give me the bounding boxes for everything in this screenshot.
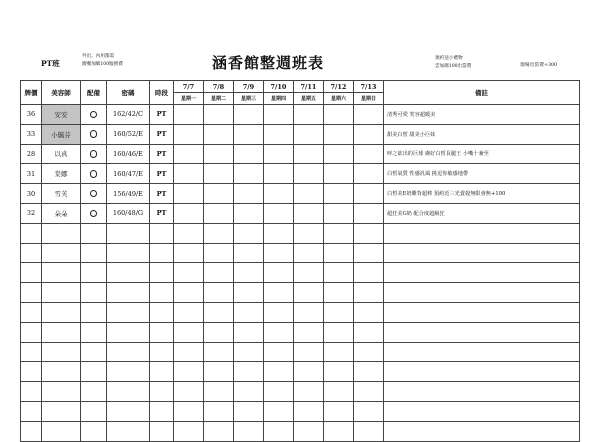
cell-remark <box>384 421 580 441</box>
cell-time-slot <box>150 401 174 421</box>
cell-day[interactable] <box>354 342 384 362</box>
table-row <box>21 184 580 204</box>
cell-day[interactable] <box>174 421 204 441</box>
cell-number <box>21 382 42 402</box>
cell-beautician <box>42 263 81 283</box>
cell-equipment <box>81 342 107 362</box>
cell-equipment <box>81 164 107 184</box>
cell-day[interactable] <box>294 164 324 184</box>
cell-day[interactable] <box>294 342 324 362</box>
cell-day[interactable] <box>204 421 234 441</box>
cell-day[interactable] <box>324 203 354 223</box>
cell-beautician <box>42 283 81 303</box>
cell-day[interactable] <box>174 283 204 303</box>
cell-number <box>21 421 42 441</box>
cell-equipment <box>81 144 107 164</box>
equipment-circle-icon <box>90 210 98 218</box>
cell-time-slot <box>150 263 174 283</box>
cell-day[interactable] <box>174 401 204 421</box>
cell-day[interactable] <box>324 184 354 204</box>
cell-code <box>107 223 150 243</box>
cell-day[interactable] <box>204 124 234 144</box>
cell-day[interactable] <box>264 223 294 243</box>
cell-day[interactable] <box>264 184 294 204</box>
cell-code <box>107 362 150 382</box>
cell-day[interactable] <box>324 362 354 382</box>
cell-beautician <box>42 302 81 322</box>
cell-remark <box>384 223 580 243</box>
cell-equipment <box>81 322 107 342</box>
header-number: 牌價 <box>21 81 42 105</box>
cell-code: 156/49/E <box>107 184 150 204</box>
promo-notes <box>435 55 471 71</box>
cell-equipment <box>81 302 107 322</box>
cell-day[interactable] <box>204 342 234 362</box>
header-weekday: 星期一 <box>174 93 204 105</box>
cell-day[interactable] <box>174 164 204 184</box>
cell-code <box>107 342 150 362</box>
table-row <box>21 203 580 223</box>
cell-day[interactable] <box>174 342 204 362</box>
equipment-circle-icon <box>90 150 98 158</box>
cell-number <box>21 342 42 362</box>
header-code: 密碼 <box>107 81 150 105</box>
cell-number <box>21 243 42 263</box>
cell-beautician <box>42 382 81 402</box>
pt-class-label: PT班 <box>41 59 60 68</box>
cell-remark <box>384 302 580 322</box>
cell-day[interactable] <box>174 382 204 402</box>
cell-day[interactable] <box>234 302 264 322</box>
cell-day[interactable] <box>264 164 294 184</box>
cell-day[interactable] <box>234 144 264 164</box>
cell-day[interactable] <box>174 263 204 283</box>
cell-day[interactable] <box>294 302 324 322</box>
header-equipment: 配備 <box>81 81 107 105</box>
cell-day[interactable] <box>234 164 264 184</box>
table-row <box>21 342 580 362</box>
cell-time-slot: PT <box>150 144 174 164</box>
cell-day[interactable] <box>234 421 264 441</box>
cell-time-slot <box>150 302 174 322</box>
cell-day[interactable] <box>204 382 234 402</box>
cell-day[interactable] <box>264 382 294 402</box>
cell-beautician <box>42 322 81 342</box>
cell-code <box>107 263 150 283</box>
cell-day[interactable] <box>324 223 354 243</box>
header-date: 7/10 <box>264 81 294 93</box>
cell-day[interactable] <box>264 124 294 144</box>
cell-time-slot: PT <box>150 184 174 204</box>
cell-time-slot <box>150 283 174 303</box>
cell-time-slot <box>150 362 174 382</box>
cell-day[interactable] <box>204 144 234 164</box>
cell-day[interactable] <box>294 243 324 263</box>
cell-day[interactable] <box>324 401 354 421</box>
cell-day[interactable] <box>204 223 234 243</box>
cell-day[interactable] <box>324 421 354 441</box>
cell-equipment <box>81 263 107 283</box>
cell-day[interactable] <box>204 243 234 263</box>
cell-time-slot <box>150 223 174 243</box>
cell-beautician <box>42 223 81 243</box>
cell-day[interactable] <box>264 362 294 382</box>
cell-day[interactable] <box>294 105 324 125</box>
table-header <box>21 81 580 105</box>
cell-day[interactable] <box>354 203 384 223</box>
cell-remark <box>384 362 580 382</box>
header-date: 7/11 <box>294 81 324 93</box>
cell-day[interactable] <box>324 144 354 164</box>
cell-day[interactable] <box>264 421 294 441</box>
table-row <box>21 283 580 303</box>
cell-day[interactable] <box>234 243 264 263</box>
cell-day[interactable] <box>174 223 204 243</box>
cell-beautician: 棠娜 <box>42 164 81 184</box>
cell-beautician <box>42 243 81 263</box>
cell-day[interactable] <box>294 203 324 223</box>
cell-day[interactable] <box>324 124 354 144</box>
cell-day[interactable] <box>294 322 324 342</box>
cell-day[interactable] <box>174 105 204 125</box>
cell-day[interactable] <box>174 124 204 144</box>
cell-day[interactable] <box>234 362 264 382</box>
cell-day[interactable] <box>234 382 264 402</box>
cell-remark <box>384 263 580 283</box>
header-row <box>21 81 580 93</box>
cell-remark: 甜美白皙 甜美小巨妹 <box>384 124 580 144</box>
cell-number: 32 <box>21 203 42 223</box>
cell-equipment <box>81 421 107 441</box>
cell-day[interactable] <box>294 263 324 283</box>
cell-day[interactable] <box>174 184 204 204</box>
table-row <box>21 223 580 243</box>
cell-day[interactable] <box>264 243 294 263</box>
cell-remark <box>384 283 580 303</box>
cell-time-slot <box>150 421 174 441</box>
cell-day[interactable] <box>204 362 234 382</box>
cell-day[interactable] <box>354 362 384 382</box>
cell-day[interactable] <box>204 302 234 322</box>
cell-day[interactable] <box>264 283 294 303</box>
header-date: 7/9 <box>234 81 264 93</box>
cell-beautician: 朵朵 <box>42 203 81 223</box>
table-row <box>21 362 580 382</box>
header-beautician: 美容師 <box>42 81 81 105</box>
cell-number <box>21 283 42 303</box>
cell-day[interactable] <box>264 263 294 283</box>
cell-day[interactable] <box>234 223 264 243</box>
header-weekday: 星期六 <box>324 93 354 105</box>
cell-day[interactable] <box>294 382 324 402</box>
cell-day[interactable] <box>354 105 384 125</box>
cell-time-slot <box>150 342 174 362</box>
cell-day[interactable] <box>324 302 354 322</box>
cell-equipment <box>81 203 107 223</box>
cell-time-slot <box>150 243 174 263</box>
table-row <box>21 322 580 342</box>
cell-code: 162/42/C <box>107 105 150 125</box>
cell-beautician <box>42 401 81 421</box>
cell-day[interactable] <box>234 342 264 362</box>
cell-day[interactable] <box>324 283 354 303</box>
cell-number: 28 <box>21 144 42 164</box>
cell-equipment <box>81 382 107 402</box>
table-row <box>21 243 580 263</box>
cell-day[interactable] <box>204 401 234 421</box>
cell-equipment <box>81 362 107 382</box>
cell-code <box>107 322 150 342</box>
cell-time-slot: PT <box>150 203 174 223</box>
header-weekday: 星期二 <box>204 93 234 105</box>
cell-day[interactable] <box>354 263 384 283</box>
cell-day[interactable] <box>204 203 234 223</box>
cell-day[interactable] <box>294 184 324 204</box>
cell-number <box>21 263 42 283</box>
cell-day[interactable] <box>354 243 384 263</box>
cell-day[interactable] <box>354 322 384 342</box>
table-row <box>21 124 580 144</box>
cell-remark <box>384 382 580 402</box>
venue-fee-note: 現場出當費+300 <box>520 63 558 68</box>
cell-remark <box>384 342 580 362</box>
cell-day[interactable] <box>264 322 294 342</box>
cell-day[interactable] <box>294 144 324 164</box>
cell-code <box>107 283 150 303</box>
cell-number <box>21 362 42 382</box>
cell-number <box>21 322 42 342</box>
cell-day[interactable] <box>264 342 294 362</box>
cell-time-slot: PT <box>150 105 174 125</box>
cell-day[interactable] <box>264 401 294 421</box>
cell-day[interactable] <box>234 203 264 223</box>
header-weekday: 星期四 <box>264 93 294 105</box>
cell-beautician <box>42 421 81 441</box>
cell-remark <box>384 322 580 342</box>
cell-remark: 清秀可愛 笑容超暖美 <box>384 105 580 125</box>
cell-day[interactable] <box>174 144 204 164</box>
table-row <box>21 382 580 402</box>
header-weekday: 星期日 <box>354 93 384 105</box>
cell-day[interactable] <box>234 401 264 421</box>
cell-remark: 超狂美G奶 配合度超級狂 <box>384 203 580 223</box>
cell-code: 160/46/E <box>107 144 150 164</box>
cell-day[interactable] <box>354 401 384 421</box>
cell-time-slot <box>150 322 174 342</box>
header-time-slot: 時段 <box>150 81 174 105</box>
service-notes <box>82 53 123 69</box>
cell-time-slot <box>150 382 174 402</box>
cell-day[interactable] <box>324 322 354 342</box>
cell-day[interactable] <box>324 105 354 125</box>
header-date: 7/7 <box>174 81 204 93</box>
cell-remark: 白皙美E奶雕背超棒 預約近三光賣殺無限會無+100 <box>384 184 580 204</box>
cell-day[interactable] <box>354 144 384 164</box>
cell-number: 33 <box>21 124 42 144</box>
cell-code <box>107 401 150 421</box>
cell-day[interactable] <box>264 203 294 223</box>
table-row <box>21 401 580 421</box>
cell-beautician: 雪芙 <box>42 184 81 204</box>
cell-beautician: 小毓芬 <box>42 124 81 144</box>
cell-day[interactable] <box>354 382 384 402</box>
cell-day[interactable] <box>354 421 384 441</box>
cell-day[interactable] <box>204 164 234 184</box>
cell-day[interactable] <box>294 401 324 421</box>
cell-time-slot: PT <box>150 164 174 184</box>
page-title: 涵香館整週班表 <box>212 54 325 72</box>
cell-day[interactable] <box>234 184 264 204</box>
cell-code: 160/47/E <box>107 164 150 184</box>
cell-day[interactable] <box>294 223 324 243</box>
cell-time-slot: PT <box>150 124 174 144</box>
service-note-line: 外出、內用都需 <box>82 54 115 59</box>
cell-day[interactable] <box>354 124 384 144</box>
cell-day[interactable] <box>354 223 384 243</box>
cell-day[interactable] <box>174 322 204 342</box>
cell-day[interactable] <box>204 184 234 204</box>
cell-equipment <box>81 283 107 303</box>
cell-remark: 白皙氣質 性感汎風 挑逗你敏感地帶 <box>384 164 580 184</box>
cell-day[interactable] <box>174 362 204 382</box>
cell-day[interactable] <box>264 302 294 322</box>
cell-code: 160/52/E <box>107 124 150 144</box>
table-row <box>21 105 580 125</box>
cell-remark <box>384 243 580 263</box>
cell-day[interactable] <box>354 283 384 303</box>
cell-day[interactable] <box>324 382 354 402</box>
cell-day[interactable] <box>294 362 324 382</box>
cell-number <box>21 401 42 421</box>
equipment-circle-icon <box>90 130 98 138</box>
cell-day[interactable] <box>234 263 264 283</box>
cell-day[interactable] <box>354 164 384 184</box>
cell-code <box>107 243 150 263</box>
cell-remark <box>384 401 580 421</box>
cell-equipment <box>81 401 107 421</box>
cell-day[interactable] <box>324 342 354 362</box>
equipment-circle-icon <box>90 170 98 178</box>
table-row <box>21 144 580 164</box>
schedule-table <box>20 80 580 442</box>
cell-number: 36 <box>21 105 42 125</box>
cell-day[interactable] <box>204 105 234 125</box>
table-row <box>21 302 580 322</box>
cell-day[interactable] <box>204 322 234 342</box>
cell-equipment <box>81 105 107 125</box>
table-row <box>21 421 580 441</box>
promo-note-line: 預約送小禮物 <box>435 56 463 61</box>
cell-day[interactable] <box>234 105 264 125</box>
header-weekday: 星期三 <box>234 93 264 105</box>
cell-day[interactable] <box>354 302 384 322</box>
cell-code <box>107 421 150 441</box>
header-date: 7/12 <box>324 81 354 93</box>
cell-day[interactable] <box>204 263 234 283</box>
equipment-circle-icon <box>90 111 98 119</box>
cell-day[interactable] <box>174 203 204 223</box>
cell-beautician: 安安 <box>42 105 81 125</box>
cell-equipment <box>81 124 107 144</box>
header-remark: 備註 <box>384 81 580 105</box>
equipment-circle-icon <box>90 190 98 198</box>
cell-day[interactable] <box>264 105 294 125</box>
table-row <box>21 263 580 283</box>
cell-code: 160/48/G <box>107 203 150 223</box>
cell-day[interactable] <box>264 144 294 164</box>
cell-beautician <box>42 362 81 382</box>
table-row <box>21 164 580 184</box>
cell-beautician: 以真 <box>42 144 81 164</box>
cell-equipment <box>81 184 107 204</box>
promo-note-line: 雲加碼100出當費 <box>435 64 472 69</box>
header-weekday: 星期五 <box>294 93 324 105</box>
cell-number <box>21 302 42 322</box>
header-date: 7/13 <box>354 81 384 93</box>
cell-day[interactable] <box>204 283 234 303</box>
cell-remark: 呼之欲出的巨球 膚好白皙長腿王 小嘴十兼至 <box>384 144 580 164</box>
cell-day[interactable] <box>294 124 324 144</box>
cell-day[interactable] <box>234 322 264 342</box>
cell-day[interactable] <box>174 243 204 263</box>
cell-day[interactable] <box>294 283 324 303</box>
cell-number: 31 <box>21 164 42 184</box>
cell-code <box>107 382 150 402</box>
cell-day[interactable] <box>324 164 354 184</box>
cell-day[interactable] <box>324 263 354 283</box>
cell-day[interactable] <box>234 124 264 144</box>
cell-day[interactable] <box>354 184 384 204</box>
header-date: 7/8 <box>204 81 234 93</box>
cell-number <box>21 223 42 243</box>
table-body <box>21 105 580 442</box>
cell-day[interactable] <box>294 421 324 441</box>
cell-day[interactable] <box>174 302 204 322</box>
service-note-line: 贈餐加碼100服務費 <box>82 62 123 67</box>
cell-day[interactable] <box>234 283 264 303</box>
cell-beautician <box>42 342 81 362</box>
cell-equipment <box>81 223 107 243</box>
cell-equipment <box>81 243 107 263</box>
cell-code <box>107 302 150 322</box>
cell-day[interactable] <box>324 243 354 263</box>
cell-number: 30 <box>21 184 42 204</box>
